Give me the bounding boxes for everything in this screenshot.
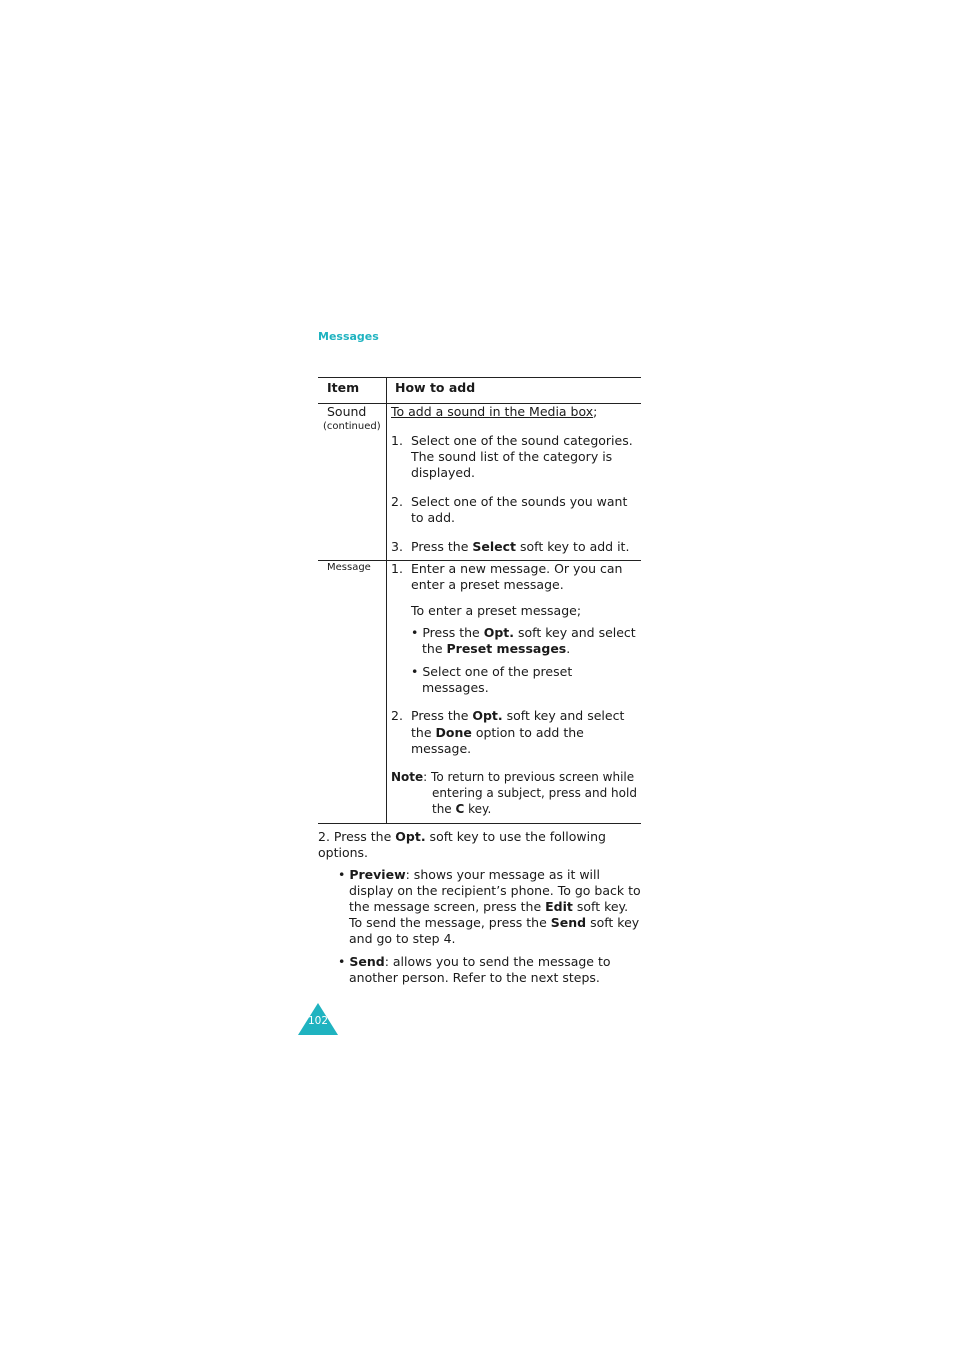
send-line1: • Send: allows you to send the message to	[338, 954, 611, 969]
message-step1-num: 1.	[391, 561, 403, 576]
preview-line2: display on the recipient’s phone. To go back to	[349, 883, 641, 898]
message-step2-line3: message.	[411, 741, 472, 756]
step2-line2: options.	[318, 845, 369, 860]
sound-step2-line1: Select one of the sounds you want	[411, 494, 628, 509]
section-title: Messages	[318, 330, 379, 343]
row-item-message: Message	[327, 562, 371, 573]
message-step2-num: 2.	[391, 708, 403, 723]
step2-line1: 2. Press the Opt. soft key to use the following	[318, 829, 606, 844]
preset-bullet2-line1: • Select one of the preset	[411, 664, 573, 679]
note-line1: Note: To return to previous screen while	[391, 770, 635, 784]
preview-label: Preview	[349, 867, 406, 882]
table-bottom-rule	[318, 823, 641, 824]
column-header-item: Item	[327, 380, 360, 395]
send-label: Send	[349, 954, 385, 969]
sound-step1-line1: Select one of the sound categories.	[411, 433, 633, 448]
row-item-sound: Sound	[327, 404, 367, 419]
preview-line5: and go to step 4.	[349, 931, 456, 946]
sound-step1-line3: displayed.	[411, 465, 475, 480]
column-header-how-to-add: How to add	[395, 380, 476, 395]
preview-line1: • Preview: shows your message as it will	[338, 867, 600, 882]
sound-step2-line2: to add.	[411, 510, 456, 525]
sound-step1-num: 1.	[391, 433, 403, 448]
sound-intro-link: To add a sound in the Media box	[391, 404, 594, 419]
table-column-rule	[386, 377, 387, 824]
message-step2-line2: the Done option to add the	[411, 725, 584, 740]
sound-step3-num: 3.	[391, 539, 403, 554]
message-step1-line2: enter a preset message.	[411, 577, 564, 592]
note-label: Note	[391, 770, 424, 784]
sound-intro: To add a sound in the Media box;	[391, 404, 598, 419]
preview-line4: To send the message, press the Send soft key	[349, 915, 640, 930]
sound-step1-line2: The sound list of the category is	[411, 449, 613, 464]
message-step1-line1: Enter a new message. Or you can	[411, 561, 623, 576]
preview-line3: the message screen, press the Edit soft key.	[349, 899, 629, 914]
preset-bullet1-line1: • Press the Opt. soft key and select	[411, 625, 636, 640]
send-line2: another person. Refer to the next steps.	[349, 970, 600, 985]
sound-step2-num: 2.	[391, 494, 403, 509]
sound-step3: Press the Select soft key to add it.	[411, 539, 630, 554]
note-line3: the C key.	[432, 802, 492, 816]
message-step2-line1: Press the Opt. soft key and select	[411, 708, 625, 723]
row-item-continued: (continued)	[323, 421, 381, 432]
note-line2: entering a subject, press and hold	[432, 786, 637, 800]
page-number: 102	[307, 1015, 329, 1027]
preset-bullet1-line2: the Preset messages.	[422, 641, 571, 656]
table-top-rule	[318, 377, 641, 378]
preset-intro: To enter a preset message;	[411, 603, 582, 618]
preset-bullet2-line2: messages.	[422, 680, 489, 695]
